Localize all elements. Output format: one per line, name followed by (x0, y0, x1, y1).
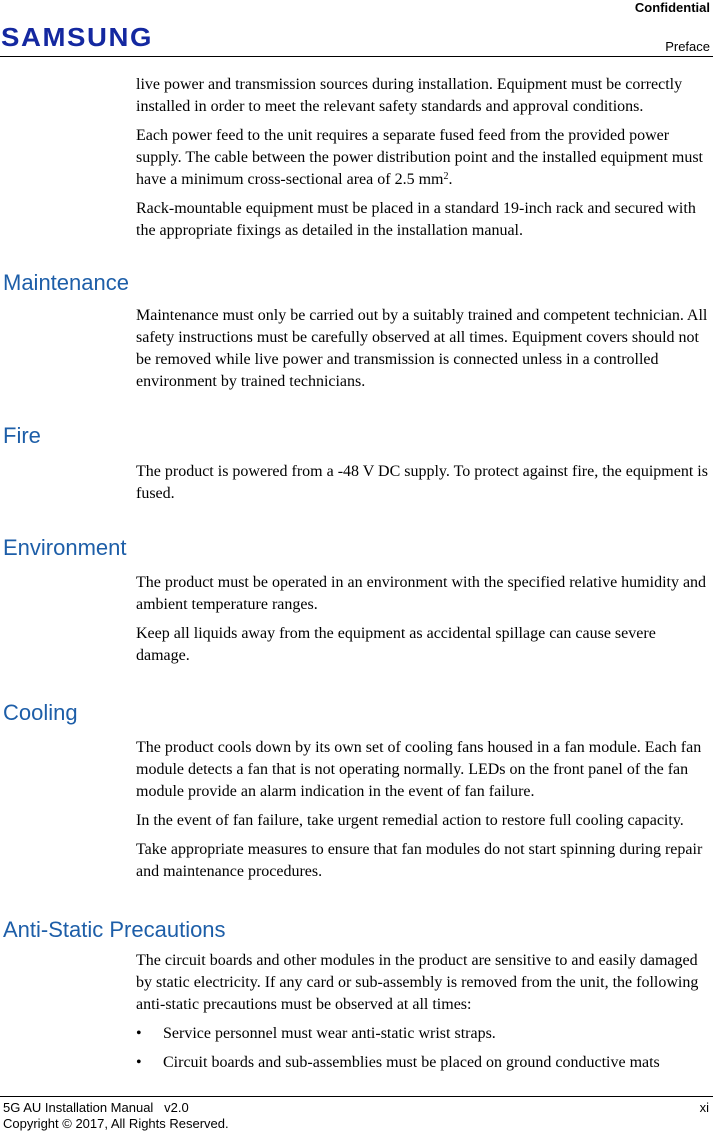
paragraph: live power and transmission sources during installation. Equipment must be correctly installed in order to meet the relevant safety standards and approval conditions. (136, 76, 683, 115)
heading-maintenance: Maintenance (3, 270, 129, 295)
paragraph: Maintenance must only be carried out by a suitably trained and competent technician. All safety instructions must be carefully observed at all times. Equipment covers should not be removed while live power and transmission is connected unless in a controlled environment by trained technicians. (136, 307, 708, 390)
heading-environment: Environment (3, 535, 127, 560)
paragraph: Rack-mountable equipment must be placed in a standard 19-inch rack and secured with the appropriate fixings as detailed in the installation manual. (136, 200, 696, 239)
paragraph: Take appropriate measures to ensure that fan modules do not start spinning during repair and maintenance procedures. (136, 841, 703, 880)
bullet-icon: • (136, 1025, 142, 1042)
paragraph: In the event of fan failure, take urgent remedial action to restore full cooling capacity. (136, 812, 684, 829)
bullet-icon: • (136, 1054, 142, 1071)
manual-title: 5G AU Installation Manual v2.0 (3, 1100, 189, 1115)
page-body (0, 74, 713, 1081)
paragraph: The product is powered from a -48 V DC supply. To protect against fire, the equipment is fused. (136, 463, 708, 502)
paragraph (136, 125, 708, 191)
heading-fire: Fire (3, 423, 41, 448)
paragraph: Keep all liquids away from the equipment as accidental spillage can cause severe damage. (136, 625, 656, 664)
header-rule (0, 56, 713, 57)
page-number: xi (699, 1100, 709, 1115)
list-item (136, 1023, 708, 1045)
precautions-list (0, 1023, 713, 1074)
superscript: 2 (443, 171, 449, 182)
paragraph-text: Each power feed to the unit requires a separate fused feed from the provided power supply. The cable between the power distribution point and the installed equipment must have a minimum cross-sectional area of 2.5 mm (136, 127, 703, 188)
samsung-logo: SAMSUNG (1, 22, 154, 52)
list-item-text: Service personnel must wear anti-static wrist straps. (163, 1025, 496, 1042)
heading-anti-static-precautions: Anti-Static Precautions (3, 917, 226, 942)
paragraph: The circuit boards and other modules in the product are sensitive to and easily damaged by static electricity. If any card or sub-assembly is removed from the unit, the following anti-static precautions must be observed at all times: (136, 952, 699, 1013)
paragraph-suffix: . (448, 171, 453, 188)
section-name: Preface (665, 39, 710, 54)
copyright-notice: Copyright © 2017, All Rights Reserved. (3, 1116, 229, 1131)
footer-info (3, 1100, 229, 1132)
footer-rule (0, 1096, 713, 1097)
paragraph: The product must be operated in an environment with the specified relative humidity and ambient temperature ranges. (136, 574, 707, 613)
confidential-label: Confidential (634, 0, 710, 15)
paragraph: The product cools down by its own set of cooling fans housed in a fan module. Each fan module detects a fan that is not operating normally. LEDs on the front panel of the fan module provide an alarm indication in the event of fan failure. (136, 739, 702, 800)
list-item (136, 1052, 708, 1074)
heading-cooling: Cooling (3, 700, 78, 725)
list-item-text: Circuit boards and sub-assemblies must be placed on ground conductive mats (163, 1054, 660, 1071)
